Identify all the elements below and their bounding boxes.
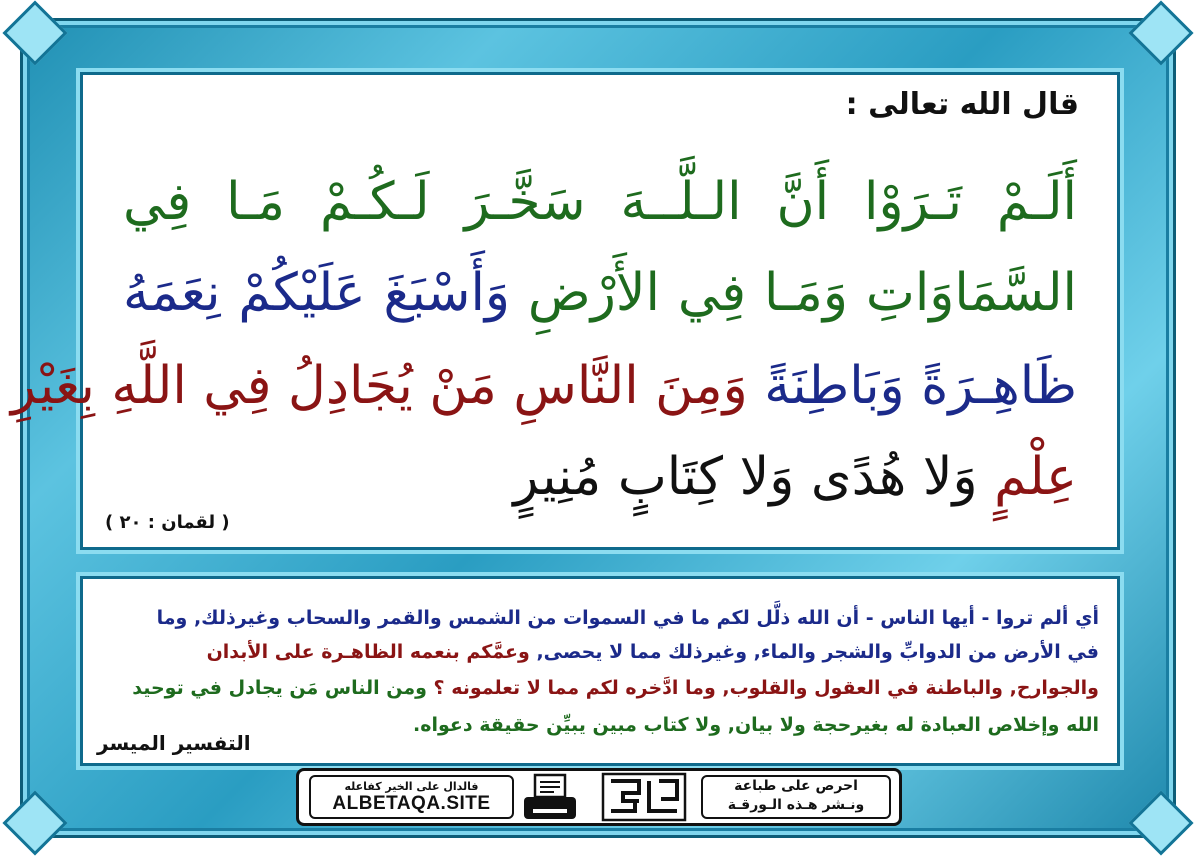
printer-icon <box>521 773 579 823</box>
verse-line-3 <box>10 351 1077 421</box>
verse-line-4 <box>123 442 1077 512</box>
verse-line-1 <box>123 167 1077 237</box>
verse-line-2 <box>123 258 1077 328</box>
verse-segment: وَلا هُدًى وَلا كِتَابٍ مُنِيرٍ <box>513 447 978 507</box>
tafsir-line-1: أي ألم تروا - أيها الناس - أن الله ذلَّل لكم ما في السموات من الشمس والقمر والسحاب وغيرذلك, وما <box>156 607 1099 629</box>
tafsir-panel <box>80 576 1120 766</box>
verse-segment: ظَاهِـرَةً وَبَاطِنَةً <box>747 356 1077 416</box>
verse-segment: وَأَسْبَغَ عَلَيْكُمْ نِعَمَهُ <box>123 263 511 323</box>
frame-corner-ornament <box>2 790 67 855</box>
print-notice-box <box>701 775 891 819</box>
tafsir-segment: ومن الناس مَن يجادل في توحيد <box>132 677 427 699</box>
tafsir-segment: وعمَّكم بنعمه الظاهـرة على الأبدان <box>206 641 530 663</box>
print-notice-line-2: ونـشر هـذه الـورقـة <box>727 797 865 813</box>
print-notice-line-1: احرص على طباعة <box>734 778 858 794</box>
tafsir-segment: والجوارح, والباطنة في العقول والقلوب, وما ادَّخره لكم مما لا تعلمونه ؟ <box>426 677 1099 699</box>
dawa-logo <box>599 771 689 823</box>
surah-reference: ( لقمان : ٢٠ ) <box>105 512 230 533</box>
footer-bar <box>296 768 902 826</box>
tafsir-source: التفسير الميسر <box>97 731 251 755</box>
site-name[interactable]: ALBETAQA.SITE <box>332 793 491 814</box>
verse-heading: قال الله تعالى : <box>845 87 1079 122</box>
verse-segment: وَمِنَ النَّاسِ مَنْ يُجَادِلُ فِي اللَّهِ بِغَيْرِ <box>10 356 748 416</box>
tafsir-line-3 <box>99 677 1099 699</box>
frame-corner-ornament <box>1128 790 1193 855</box>
verse-segment: أَلَـمْ تَـرَوْا أَنَّ الـلَّــهَ سَخَّـرَ لَـكُـمْ مَـا فِي <box>123 172 1077 232</box>
verse-segment: السَّمَاوَاتِ وَمَـا فِي الأَرْضِ <box>510 263 1077 323</box>
verse-panel <box>10 72 1120 550</box>
tafsir-segment: في الأرض من الدوابِّ والشجر والماء, وغيرذلك مما لا يحصى, <box>529 641 1099 663</box>
site-box <box>309 775 514 819</box>
tafsir-line-4: الله وإخلاص العبادة له بغيرحجة ولا بيان, ولا كتاب مبين يبيِّن حقيقة دعواه. <box>413 714 1099 736</box>
tafsir-line-2 <box>99 641 1099 663</box>
footer-motto: فالدال على الخير كفاعله <box>344 780 479 793</box>
verse-segment: عِلْمٍ <box>977 447 1077 507</box>
